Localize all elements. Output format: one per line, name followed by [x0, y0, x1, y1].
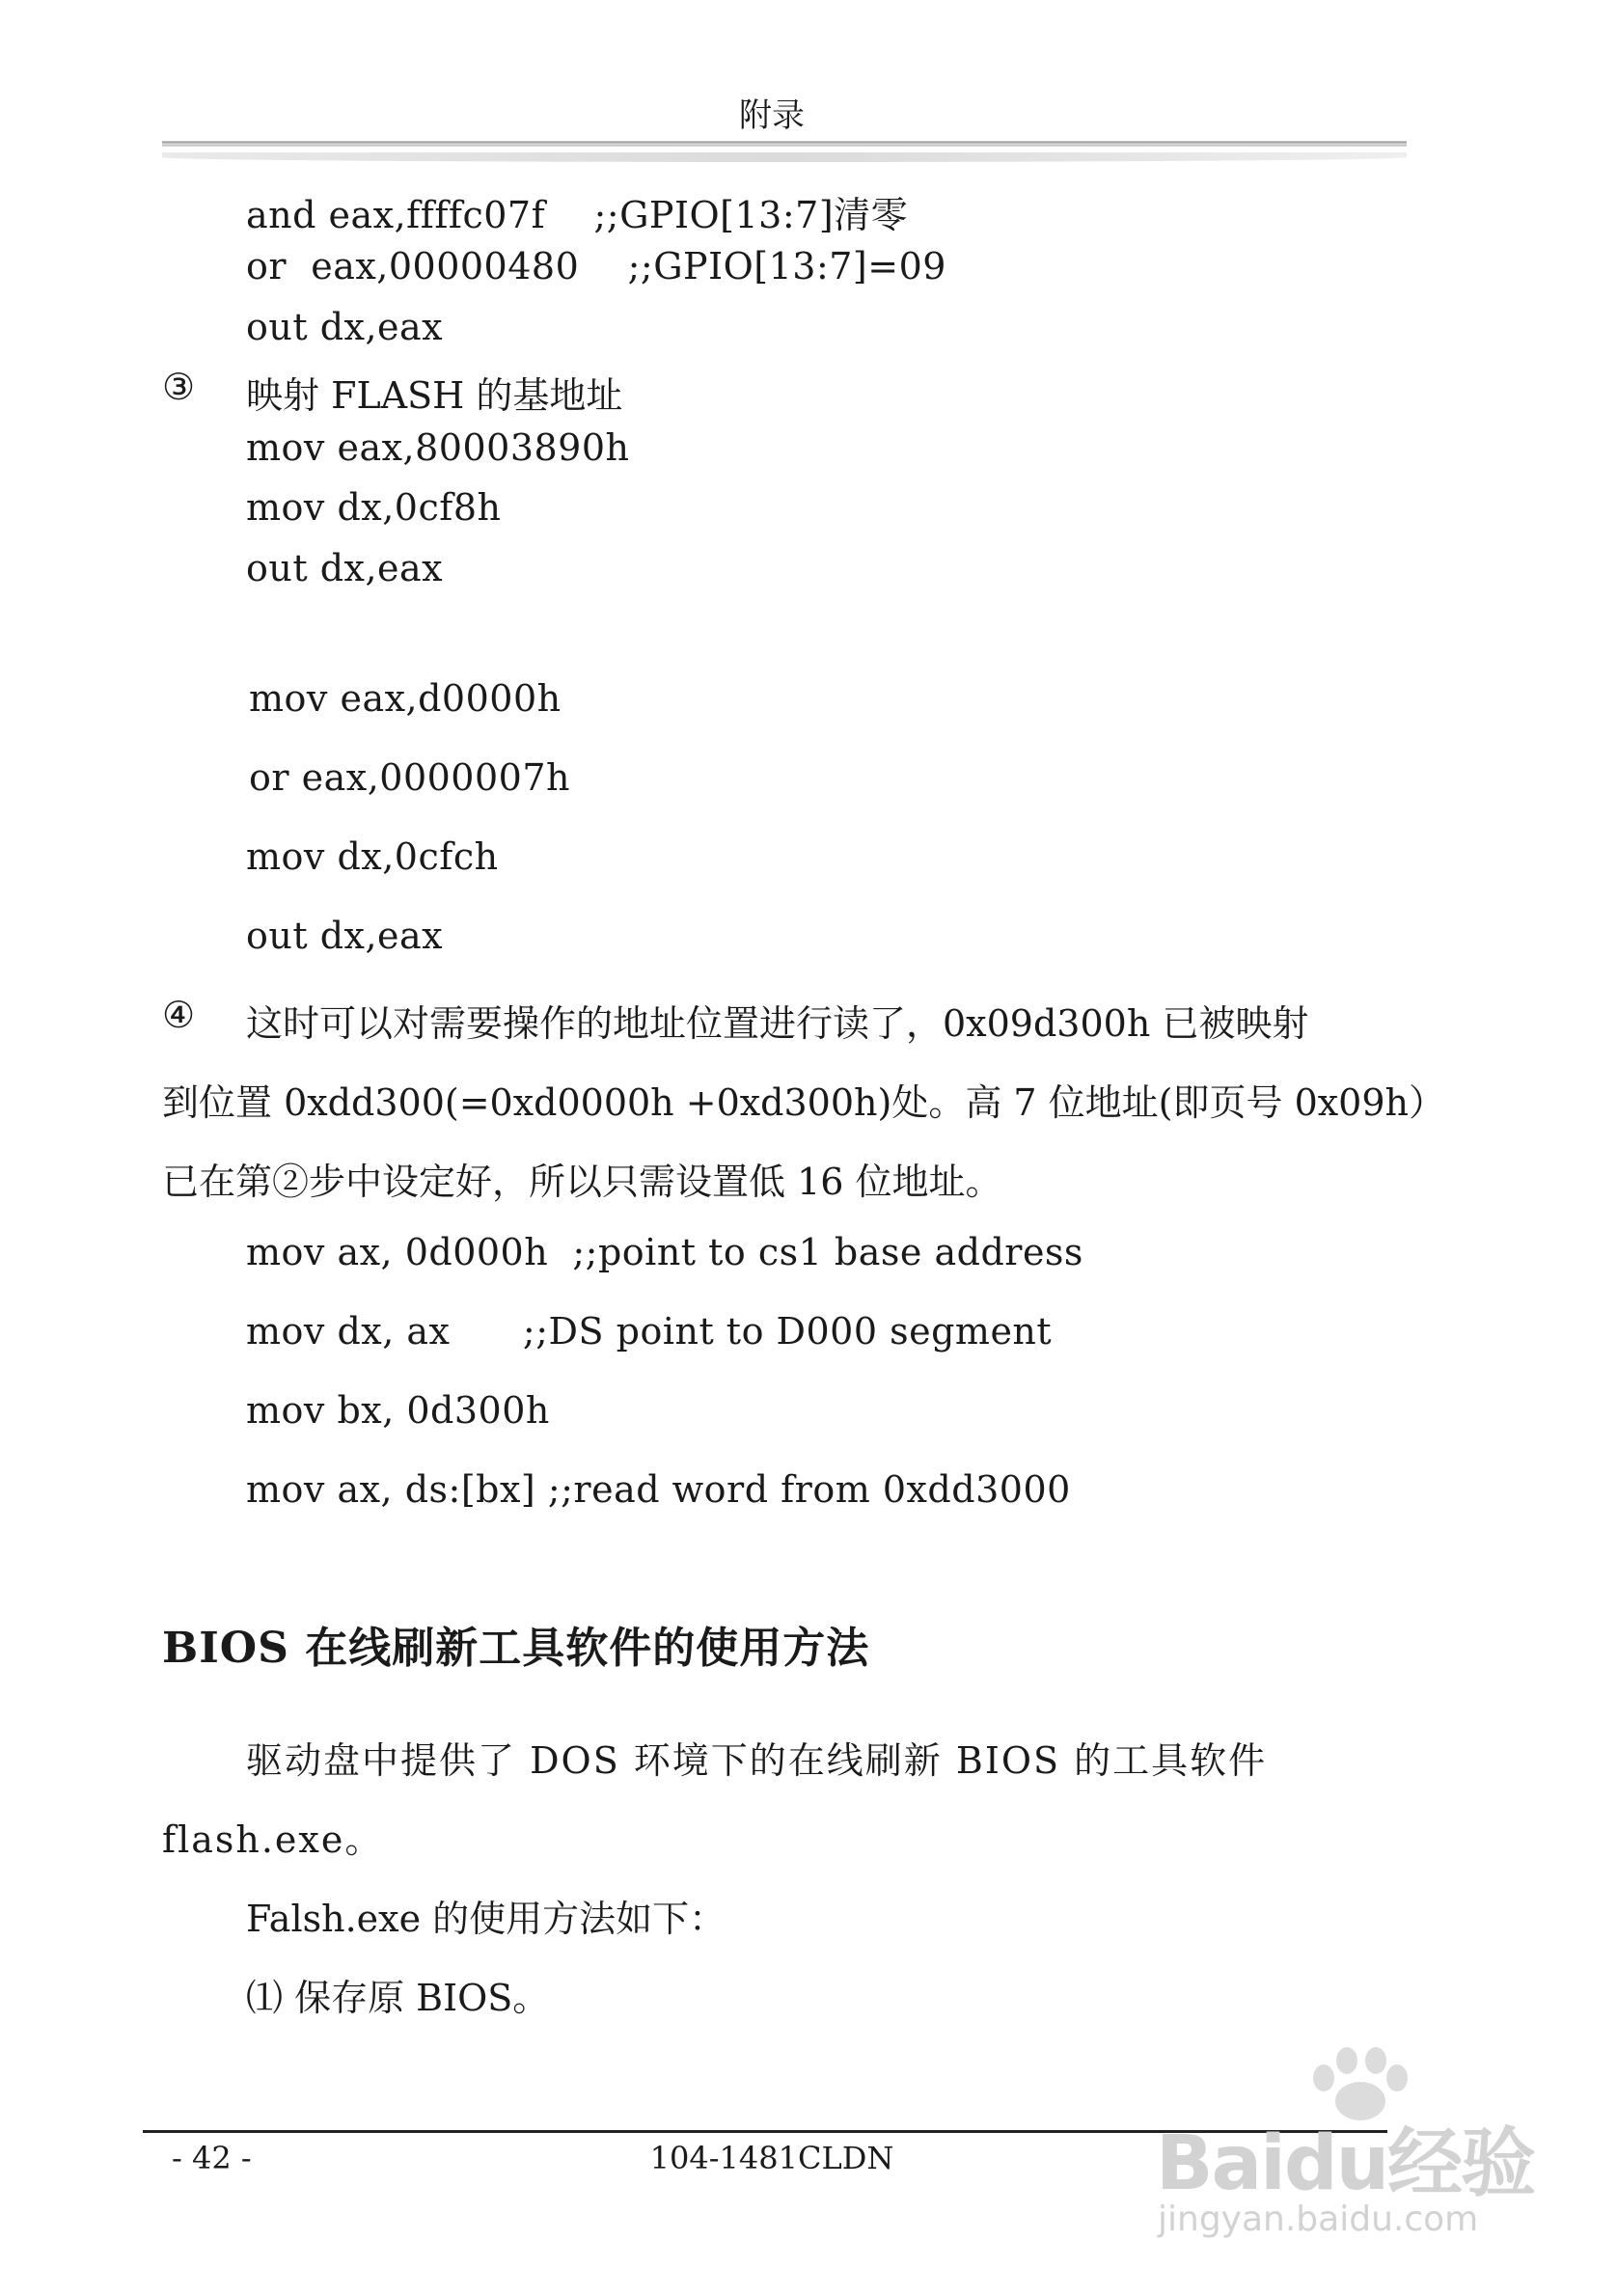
section-heading: BIOS 在线刷新工具软件的使用方法	[162, 1624, 870, 1673]
code-line: mov dx,0cfch	[246, 835, 499, 878]
header-divider	[162, 141, 1407, 147]
code-line: mov ax, ds:[bx] ;;read word from 0xdd3000	[246, 1468, 1071, 1511]
document-code: 104-1481CLDN	[649, 2140, 894, 2176]
code-line: out dx,eax	[246, 306, 444, 348]
body-text: 到位置 0xdd300(=0xd0000h +0xd300h)处。高 7 位地址(即页号 0x09h）	[162, 1081, 1446, 1124]
step-marker: ③	[162, 366, 196, 408]
page-number: - 42 -	[172, 2140, 252, 2176]
code-line: out dx,eax	[246, 915, 444, 957]
page-header-title: 附录	[739, 96, 805, 135]
code-line: mov ax, 0d000h ;;point to cs1 base address	[246, 1231, 1083, 1273]
header-divider-shadow	[162, 152, 1407, 162]
body-text: 已在第②步中设定好，所以只需设置低 16 位地址。	[162, 1161, 1002, 1203]
code-line: and eax,ffffc07f ;;GPIO[13:7]清零	[246, 194, 909, 236]
paragraph: 驱动盘中提供了 DOS 环境下的在线刷新 BIOS 的工具软件	[246, 1739, 1268, 1782]
code-line: mov eax,d0000h	[249, 677, 562, 720]
code-line: or eax,00000480 ;;GPIO[13:7]=09	[246, 245, 946, 287]
code-line: out dx,eax	[246, 547, 444, 589]
code-line: mov eax,80003890h	[246, 426, 630, 469]
step-marker: ④	[162, 994, 196, 1036]
step-label: 映射 FLASH 的基地址	[246, 374, 623, 417]
code-line: mov dx,0cf8h	[246, 486, 502, 529]
watermark-url: jingyan.baidu.com	[1158, 2200, 1479, 2239]
list-item: ⑴ 保存原 BIOS。	[246, 1977, 550, 2019]
code-line: mov bx, 0d300h	[246, 1389, 550, 1432]
paragraph: flash.exe。	[162, 1818, 384, 1861]
paragraph: Falsh.exe 的使用方法如下：	[246, 1898, 726, 1940]
body-text: 这时可以对需要操作的地址位置进行读了，0x09d300h 已被映射	[246, 1002, 1309, 1045]
baidu-watermark	[1148, 2045, 1573, 2267]
code-line: mov dx, ax ;;DS point to D000 segment	[246, 1310, 1053, 1353]
watermark-brand: Baidu经验	[1156, 2120, 1535, 2207]
code-line: or eax,0000007h	[249, 756, 570, 799]
